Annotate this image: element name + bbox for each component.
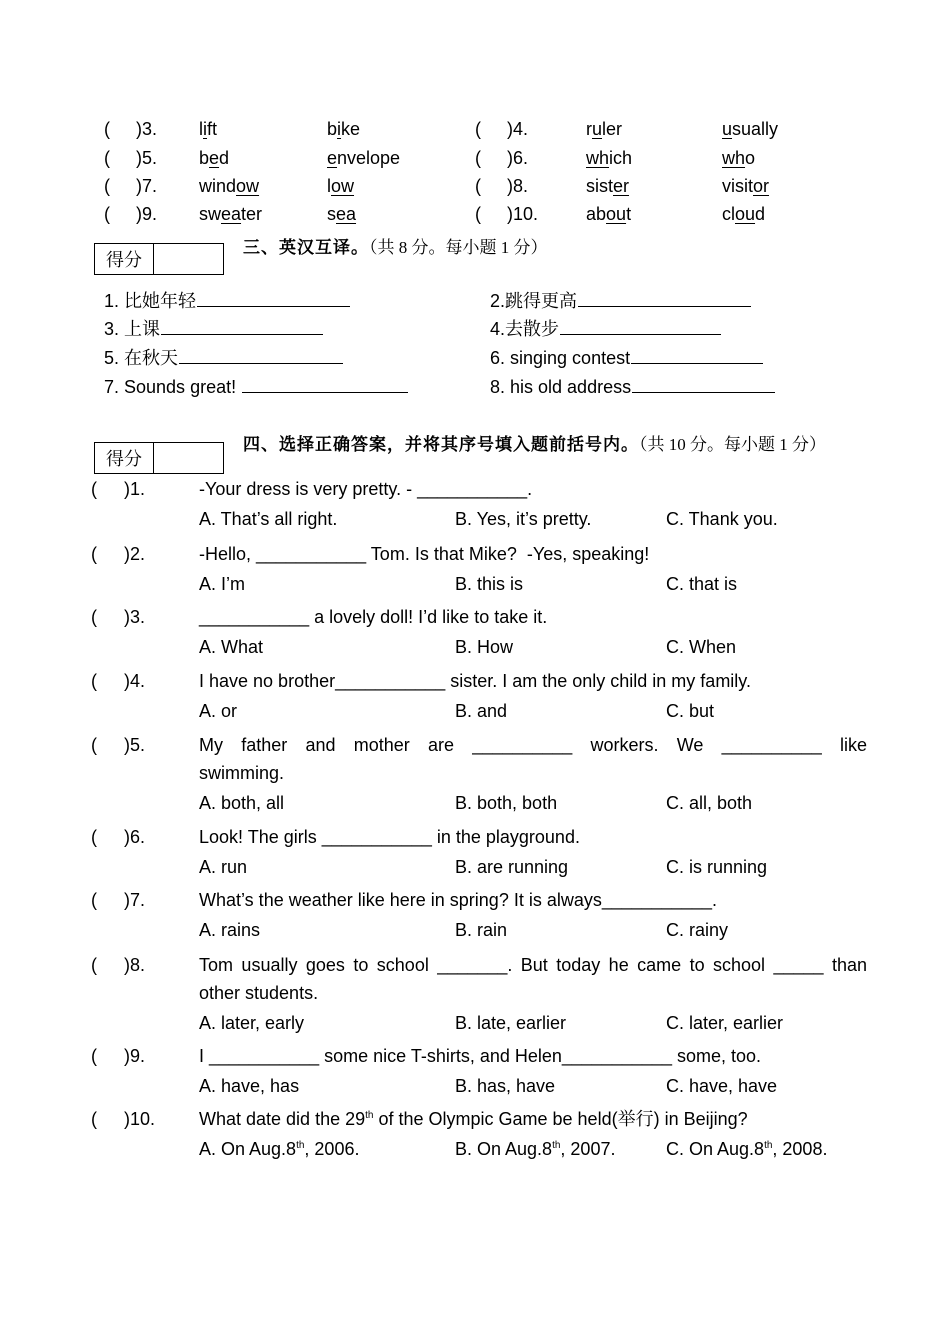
- option-text: , 2006.: [304, 1139, 360, 1159]
- option-c[interactable]: C. all, both: [666, 793, 753, 813]
- superscript: th: [365, 1110, 374, 1121]
- section4-title: 四、选择正确答案，并将其序号填入题前括号内。（共 10 分。每小题 1 分）: [243, 435, 826, 454]
- option-b[interactable]: B. this is: [455, 574, 524, 594]
- question-stem: I ___________ some nice T-shirts, and Helen___________ some, too.: [199, 1046, 762, 1066]
- word-underlined-letters: or: [753, 176, 770, 196]
- stem-text: ) in Beijing?: [653, 1109, 748, 1129]
- question-stem-continued: other students.: [199, 983, 319, 1003]
- superscript: th: [764, 1140, 773, 1151]
- word-part: b: [199, 148, 210, 168]
- answer-bracket[interactable]: (: [104, 204, 110, 224]
- word-part: visit: [722, 176, 753, 196]
- phonics-word: [722, 175, 769, 197]
- option-c[interactable]: C. that is: [666, 574, 738, 594]
- word-underlined-letters: ow: [236, 176, 260, 196]
- phonics-word: [327, 118, 360, 140]
- option-c[interactable]: [666, 1138, 827, 1160]
- translation-item: [104, 374, 408, 398]
- word-underlined-letters: ea: [336, 204, 357, 224]
- answer-bracket[interactable]: (: [475, 148, 481, 168]
- option-c[interactable]: C. When: [666, 637, 737, 657]
- word-part: d: [755, 204, 766, 224]
- answer-bracket[interactable]: (: [91, 1109, 97, 1129]
- answer-blank[interactable]: [242, 374, 408, 393]
- score-box-section4: [94, 442, 224, 474]
- word-underlined-letters: i: [203, 119, 207, 139]
- answer-blank[interactable]: [161, 316, 323, 335]
- word-underlined-letters: er: [613, 176, 630, 196]
- phonics-word: [722, 147, 755, 169]
- option-b[interactable]: B. How: [455, 637, 514, 657]
- option-a[interactable]: A. What: [199, 637, 264, 657]
- translation-item: [490, 288, 751, 312]
- answer-blank[interactable]: [179, 345, 343, 364]
- translation-prompt: 6. singing contest: [490, 348, 631, 368]
- question-stem: My father and mother are __________ workers. We __________ like: [199, 735, 867, 755]
- option-b[interactable]: B. both, both: [455, 793, 558, 813]
- option-text: , 2008.: [772, 1139, 828, 1159]
- translation-prompt: 4.去散步: [490, 319, 560, 339]
- option-a[interactable]: A. both, all: [199, 793, 285, 813]
- option-text: , 2007.: [560, 1139, 616, 1159]
- word-part: o: [745, 148, 756, 168]
- question-stem-continued: swimming.: [199, 763, 285, 783]
- stem-text: What date did the 29: [199, 1109, 366, 1129]
- phonics-word: [586, 118, 622, 140]
- translation-prompt: 7. Sounds great!: [104, 377, 242, 397]
- question-number: )8.: [124, 955, 146, 975]
- question-number: )7.: [136, 176, 158, 196]
- question-number: )8.: [507, 176, 529, 196]
- phonics-word: [327, 175, 354, 197]
- word-underlined-letters: wh: [722, 148, 746, 168]
- stem-text-cn: 举行: [617, 1109, 654, 1129]
- option-a[interactable]: [199, 1138, 359, 1160]
- question-number: )5.: [136, 148, 158, 168]
- answer-blank[interactable]: [631, 345, 763, 364]
- translation-prompt: 3. 上课: [104, 319, 161, 339]
- answer-bracket[interactable]: (: [475, 204, 481, 224]
- answer-bracket[interactable]: (: [104, 176, 110, 196]
- option-c[interactable]: C. is running: [666, 857, 768, 877]
- option-b[interactable]: B. late, earlier: [455, 1013, 567, 1033]
- word-underlined-letters: e: [209, 148, 220, 168]
- translation-item: [490, 374, 775, 398]
- option-c[interactable]: C. later, earlier: [666, 1013, 784, 1033]
- question-stem: -Your dress is very pretty. - ___________.: [199, 479, 533, 499]
- question-stem: I have no brother___________ sister. I am the only child in my family.: [199, 671, 751, 691]
- question-number: )4.: [507, 119, 529, 139]
- phonics-word: [327, 203, 356, 225]
- word-part: s: [327, 204, 336, 224]
- score-label: 得分: [95, 244, 154, 274]
- score-box-section3: [94, 243, 224, 275]
- word-underlined-letters: e: [327, 148, 338, 168]
- superscript: th: [296, 1140, 305, 1151]
- word-part: ab: [586, 204, 607, 224]
- answer-bracket[interactable]: (: [91, 607, 97, 627]
- word-part: ter: [241, 204, 263, 224]
- option-b[interactable]: B. has, have: [455, 1076, 556, 1096]
- translation-prompt: 8. his old address: [490, 377, 632, 397]
- translation-prompt: 5. 在秋天: [104, 348, 179, 368]
- option-a[interactable]: A. run: [199, 857, 248, 877]
- option-a[interactable]: A. rains: [199, 920, 261, 940]
- question-stem: ___________ a lovely doll! I’d like to take it.: [199, 607, 548, 627]
- answer-bracket[interactable]: (: [91, 827, 97, 847]
- phonics-word: [722, 203, 765, 225]
- option-text: B. On Aug.8: [455, 1139, 553, 1159]
- question-stem: [199, 1108, 748, 1130]
- option-c[interactable]: C. rainy: [666, 920, 729, 940]
- answer-blank[interactable]: [560, 316, 721, 335]
- word-part: nvelope: [337, 148, 401, 168]
- question-number: )10.: [124, 1109, 156, 1129]
- answer-bracket[interactable]: (: [104, 119, 110, 139]
- phonics-word: [199, 118, 217, 140]
- score-label: 得分: [95, 443, 154, 473]
- option-a[interactable]: A. have, has: [199, 1076, 300, 1096]
- phonics-word: [199, 147, 229, 169]
- question-number: )1.: [124, 479, 146, 499]
- option-b[interactable]: B. are running: [455, 857, 569, 877]
- word-part: ft: [207, 119, 218, 139]
- answer-bracket[interactable]: (: [91, 544, 97, 564]
- option-b[interactable]: [455, 1138, 615, 1160]
- word-part: ler: [602, 119, 623, 139]
- translation-prompt: 2.跳得更高: [490, 291, 578, 311]
- option-a[interactable]: A. I’m: [199, 574, 246, 594]
- answer-bracket[interactable]: (: [91, 479, 97, 499]
- answer-bracket[interactable]: (: [475, 176, 481, 196]
- option-c[interactable]: C. but: [666, 701, 715, 721]
- question-number: )6.: [124, 827, 146, 847]
- option-b[interactable]: B. and: [455, 701, 508, 721]
- question-number: )6.: [507, 148, 529, 168]
- option-c[interactable]: C. Thank you.: [666, 509, 778, 529]
- question-stem: Look! The girls ___________ in the playground.: [199, 827, 580, 847]
- question-number: )7.: [124, 890, 146, 910]
- question-number: )4.: [124, 671, 146, 691]
- answer-bracket[interactable]: (: [91, 1046, 97, 1066]
- phonics-word: [586, 175, 629, 197]
- word-part: r: [586, 119, 592, 139]
- translation-item: [104, 316, 323, 340]
- question-number: )2.: [124, 544, 146, 564]
- phonics-word: [586, 147, 632, 169]
- translation-item: [490, 316, 721, 340]
- word-part: ich: [609, 148, 633, 168]
- word-underlined-letters: ea: [221, 204, 242, 224]
- question-stem: Tom usually goes to school _______. But today he came to school _____ than: [199, 955, 867, 975]
- question-number: )9.: [136, 204, 158, 224]
- option-text: A. On Aug.8: [199, 1139, 297, 1159]
- option-a[interactable]: A. That’s all right.: [199, 509, 338, 529]
- question-number: )3.: [136, 119, 158, 139]
- answer-bracket[interactable]: (: [91, 890, 97, 910]
- answer-bracket[interactable]: (: [91, 671, 97, 691]
- question-number: )5.: [124, 735, 146, 755]
- answer-bracket[interactable]: (: [91, 735, 97, 755]
- translation-item: [104, 288, 350, 312]
- translation-item: [104, 345, 343, 369]
- option-a[interactable]: A. or: [199, 701, 238, 721]
- phonics-word: [722, 118, 778, 140]
- question-number: )3.: [124, 607, 146, 627]
- word-part: sw: [199, 204, 221, 224]
- word-part: sually: [732, 119, 779, 139]
- word-underlined-letters: ow: [331, 176, 355, 196]
- word-part: t: [626, 204, 632, 224]
- option-b[interactable]: B. rain: [455, 920, 508, 940]
- option-c[interactable]: C. have, have: [666, 1076, 778, 1096]
- word-part: d: [219, 148, 230, 168]
- word-underlined-letters: u: [722, 119, 733, 139]
- answer-blank[interactable]: [197, 288, 350, 307]
- word-part: sist: [586, 176, 613, 196]
- answer-blank[interactable]: [578, 288, 751, 307]
- superscript: th: [552, 1140, 561, 1151]
- word-part: l: [199, 119, 203, 139]
- phonics-word: [327, 147, 400, 169]
- answer-bracket[interactable]: (: [475, 119, 481, 139]
- answer-blank[interactable]: [632, 374, 775, 393]
- word-part: wind: [199, 176, 237, 196]
- answer-bracket[interactable]: (: [91, 955, 97, 975]
- translation-item: [490, 345, 763, 369]
- phonics-word: [586, 203, 631, 225]
- translation-prompt: 1. 比她年轻: [104, 291, 197, 311]
- question-number: )9.: [124, 1046, 146, 1066]
- answer-bracket[interactable]: (: [104, 148, 110, 168]
- question-stem: What’s the weather like here in spring? It is always___________.: [199, 890, 717, 910]
- word-underlined-letters: u: [592, 119, 603, 139]
- option-a[interactable]: A. later, early: [199, 1013, 305, 1033]
- score-field[interactable]: [154, 244, 223, 274]
- question-number: )10.: [507, 204, 539, 224]
- word-part: cl: [722, 204, 735, 224]
- score-field[interactable]: [154, 443, 223, 473]
- word-underlined-letters: ou: [606, 204, 627, 224]
- option-text: C. On Aug.8: [666, 1139, 765, 1159]
- word-part: l: [327, 176, 331, 196]
- word-part: b: [327, 119, 338, 139]
- option-b[interactable]: B. Yes, it’s pretty.: [455, 509, 592, 529]
- section3-title: 三、英汉互译。（共 8 分。每小题 1 分）: [243, 238, 548, 257]
- word-part: ke: [341, 119, 361, 139]
- word-underlined-letters: ou: [735, 204, 756, 224]
- word-underlined-letters: wh: [586, 148, 610, 168]
- question-stem: -Hello, ___________ Tom. Is that Mike? -Yes, speaking!: [199, 544, 650, 564]
- word-underlined-letters: i: [337, 119, 342, 139]
- phonics-word: [199, 175, 259, 197]
- phonics-word: [199, 203, 262, 225]
- stem-text: of the Olympic Game be held(: [373, 1109, 618, 1129]
